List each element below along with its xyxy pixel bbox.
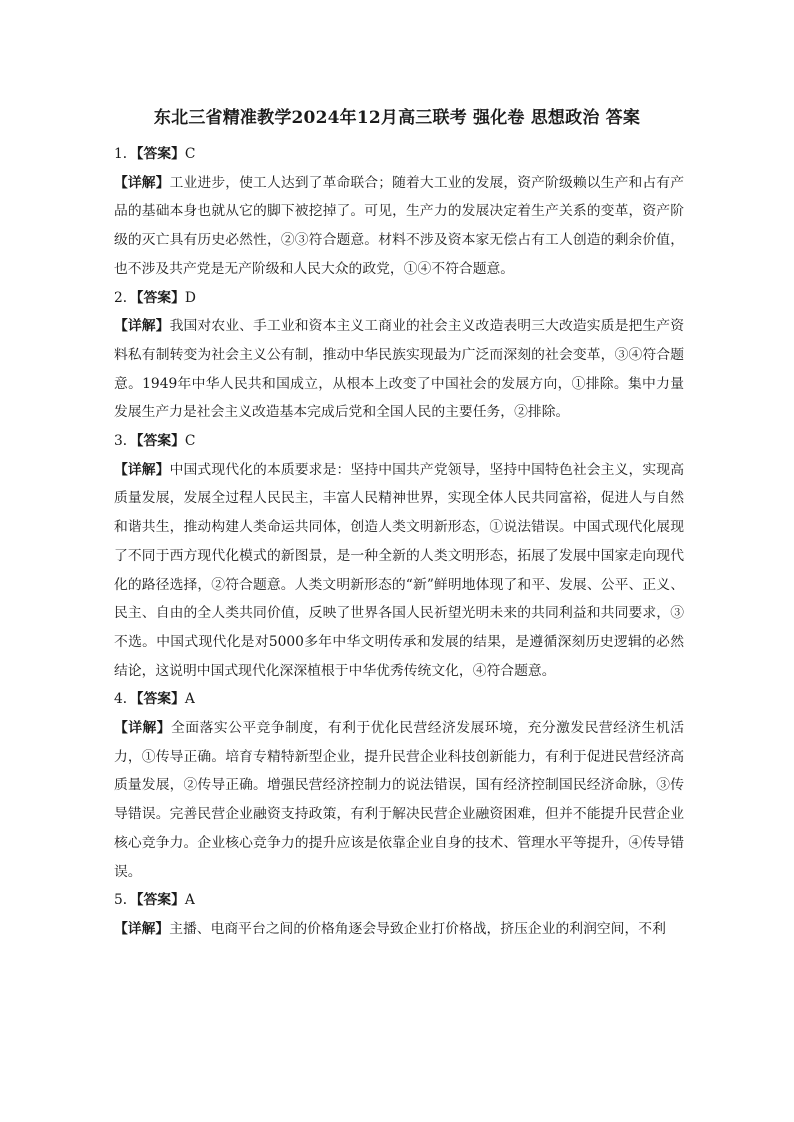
question-1-detail <box>114 169 684 284</box>
question-number: 2． <box>114 289 137 306</box>
detail-tag: 【详解】 <box>114 318 170 335</box>
question-3-detail <box>114 456 684 686</box>
question-number: 5． <box>114 892 137 909</box>
answer-tag: 【答案】 <box>136 433 185 450</box>
question-number: 3． <box>114 433 137 450</box>
answer-tag: 【答案】 <box>136 289 185 306</box>
answer-value: C <box>184 433 196 450</box>
answer-value: A <box>184 691 195 708</box>
question-4-detail <box>114 714 684 886</box>
question-2-answer-line <box>114 284 684 313</box>
answer-tag: 【答案】 <box>136 691 185 708</box>
detail-tag: 【详解】 <box>114 920 170 937</box>
detail-tag: 【详解】 <box>114 461 170 478</box>
question-number: 4． <box>114 691 137 708</box>
answer-tag: 【答案】 <box>136 892 185 909</box>
detail-text: 中国式现代化的本质要求是：坚持中国共产党领导，坚持中国特色社会主义，实现高质量发展，发展全过程人民民主，丰富人民精神世界，实现全体人民共同富裕，促进人与自然和谐共生，推动构建人类命运共同体，创造人类文明新形态，①说法错误。中国式现代化展现了不同于西方现代化模式的新图景，是一种全新的人类文明形态，拓展了发展中国家走向现代化的路径选择，②符合题意。人类文明新形态的“新”鲜明地体现了和平、发展、公平、正义、民主、自由的全人类共同价值，反映了世界各国人民祈望光明未来的共同利益和共同要求，③不选。中国式现代化是对5000多年中华文明传承和发展的结果，是遵循深刻历史逻辑的必然结论，这说明中国式现代化深深植根于中华优秀传统文化，④符合题意。 <box>114 461 685 679</box>
detail-text: 全面落实公平竞争制度，有利于优化民营经济发展环境，充分激发民营经济生机活力，①传导正确。培育专精特新型企业，提升民营企业科技创新能力，有利于促进民营经济高质量发展，②传导正确。增强民营经济控制力的说法错误，国有经济控制国民经济命脉，③传导错误。完善民营企业融资支持政策，有利于解决民营企业融资困难，但并不能提升民营企业核心竞争力。企业核心竞争力的提升应该是依靠企业自身的技术、管理水平等提升，④传导错误。 <box>114 720 684 880</box>
answer-value: A <box>184 892 195 909</box>
detail-text: 主播、电商平台之间的价格角逐会导致企业打价格战，挤压企业的利润空间，不利 <box>169 920 666 937</box>
question-1-answer-line <box>114 140 684 169</box>
question-2-detail <box>114 312 684 427</box>
page-title: 东北三省精准教学2024年12月高三联考 强化卷 思想政治 答案 <box>153 108 641 128</box>
question-4-answer-line <box>114 685 684 714</box>
answer-list <box>114 140 684 944</box>
answer-value: D <box>184 289 196 306</box>
question-5-detail <box>114 915 684 944</box>
answer-value: C <box>184 146 196 162</box>
question-3-answer-line <box>114 427 684 456</box>
question-number: 1． <box>114 146 137 162</box>
question-5-answer-line <box>114 886 684 915</box>
detail-tag: 【详解】 <box>114 720 172 737</box>
detail-text: 我国对农业、手工业和资本主义工商业的社会主义改造表明三大改造实质是把生产资料私有制转变为社会主义公有制，推动中华民族实现最为广泛而深刻的社会变革，③④符合题意。1949年中华人民共和国成立，从根本上改变了中国社会的发展方向，①排除。集中力量发展生产力是社会主义改造基本完成后党和全国人民的主要任务，②排除。 <box>114 318 685 421</box>
answer-tag: 【答案】 <box>136 146 185 162</box>
detail-tag: 【详解】 <box>114 174 170 191</box>
detail-text: 工业进步，使工人达到了革命联合；随着大工业的发展，资产阶级赖以生产和占有产品的基础本身也就从它的脚下被挖掉了。可见，生产力的发展决定着生产关系的变革，资产阶级的灭亡具有历史必然性，②③符合题意。材料不涉及资本家无偿占有工人创造的剩余价值，也不涉及共产党是无产阶级和人民大众的政党，①④不符合题意。 <box>114 174 685 277</box>
